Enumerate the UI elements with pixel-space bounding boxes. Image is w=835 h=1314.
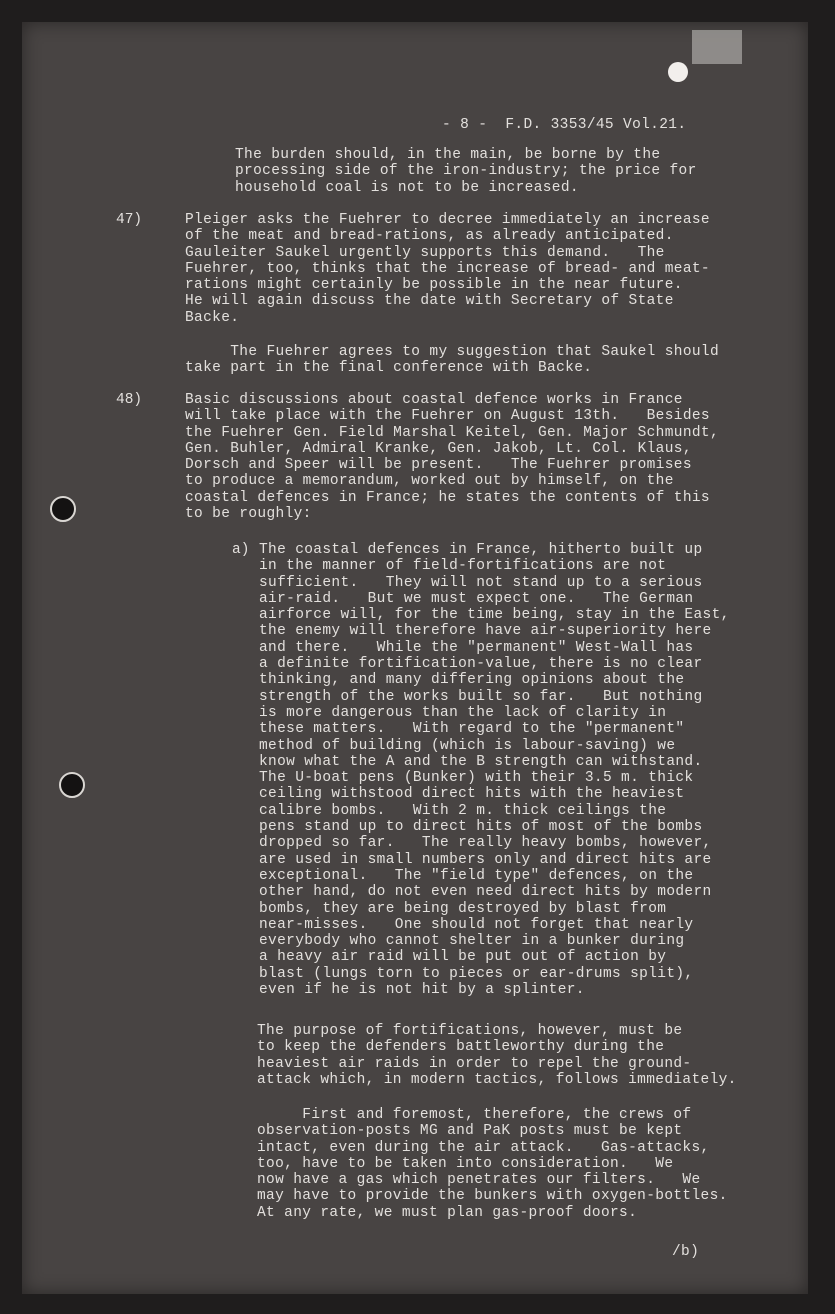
intro-paragraph: The burden should, in the main, be borne by the processing side of the iron-industry; the price for household coal is not to be increased. (235, 147, 697, 196)
punch-hole-top (50, 496, 76, 522)
item-48-paragraph-2: The purpose of fortifications, however, must be to keep the defenders battleworthy during the heaviest air raids in order to repel the ground- attack which, in modern tactics, follows immediately. (257, 1023, 737, 1088)
item-48-sub-a-text: The coastal defences in France, hitherto built up in the manner of field-fortifications are not sufficient. They will not stand up to a serious air-raid. But we must expect one. The German airforce will, for the time being, stay in the East, the enemy will therefore have air-superiority here and there. While the "permanent" West-Wall has a definite fortification-value, there is no clear thinking, and many differing opinions about the strength of the works built so far. But nothing is more dangerous than the lack of clarity in these matters. With regard to the "permanent" method of building (which is labour-saving) we know what the A and the B strength can withstand. The U-boat pens (Bunker) with their 3.5 m. thick ceiling withstood direct hits with the heaviest calibre bombs. With 2 m. thick ceilings the pens stand up to direct hits of most of the bombs dropped so far. The really heavy bombs, however, are used in small numbers only and direct hits are exceptional. The "field type" defences, on the other hand, do not even need direct hits by modern bombs, they are being destroyed by blast from near-misses. One should not forget that nearly everybody who cannot shelter in a bunker during a heavy air raid will be put out of action by blast (lungs torn to pieces or ear-drums split), even if he is not hit by a splinter. (259, 542, 730, 999)
item-47-text: Pleiger asks the Fuehrer to decree immediately an increase of the meat and bread-rations, as already anticipated. Gauleiter Saukel urgently supports this demand. The Fuehrer, too, thinks that the increase of bread- and meat- rations might certainly be possible in the near future. He will again discuss the date with Secretary of State Backe. (185, 212, 710, 326)
document-page (22, 22, 808, 1294)
paper-clip-mark (692, 30, 742, 64)
pin-mark (668, 62, 688, 82)
item-48-sub-a-label: a) (232, 542, 250, 558)
item-48-text: Basic discussions about coastal defence works in France will take place with the Fuehrer on August 13th. Besides the Fuehrer Gen. Field Marshal Keitel, Gen. Major Schmundt, Gen. Buhler, Admiral Kranke, Gen. Jakob, Lt. Col. Klaus, Dorsch and Speer will be present. The Fuehrer promises to produce a memorandum, worked out by himself, on the coastal defences in France; he states the contents of this to be roughly: (185, 392, 720, 523)
item-48-number: 48) (116, 392, 143, 408)
item-47-followup: The Fuehrer agrees to my suggestion that Saukel should take part in the final conference with Backe. (185, 344, 720, 377)
page-header: - 8 - F.D. 3353/45 Vol.21. (442, 117, 687, 133)
punch-hole-bottom (59, 772, 85, 798)
item-47-number: 47) (116, 212, 143, 228)
continuation-mark: /b) (672, 1244, 700, 1260)
item-48-paragraph-3: First and foremost, therefore, the crews of observation-posts MG and PaK posts must be kept intact, even during the air attack. Gas-attacks, too, have to be taken into consideration. We now have a gas which penetrates our filters. We may have to provide the bunkers with oxygen-bottles. At any rate, we must plan gas-proof doors. (257, 1107, 728, 1221)
